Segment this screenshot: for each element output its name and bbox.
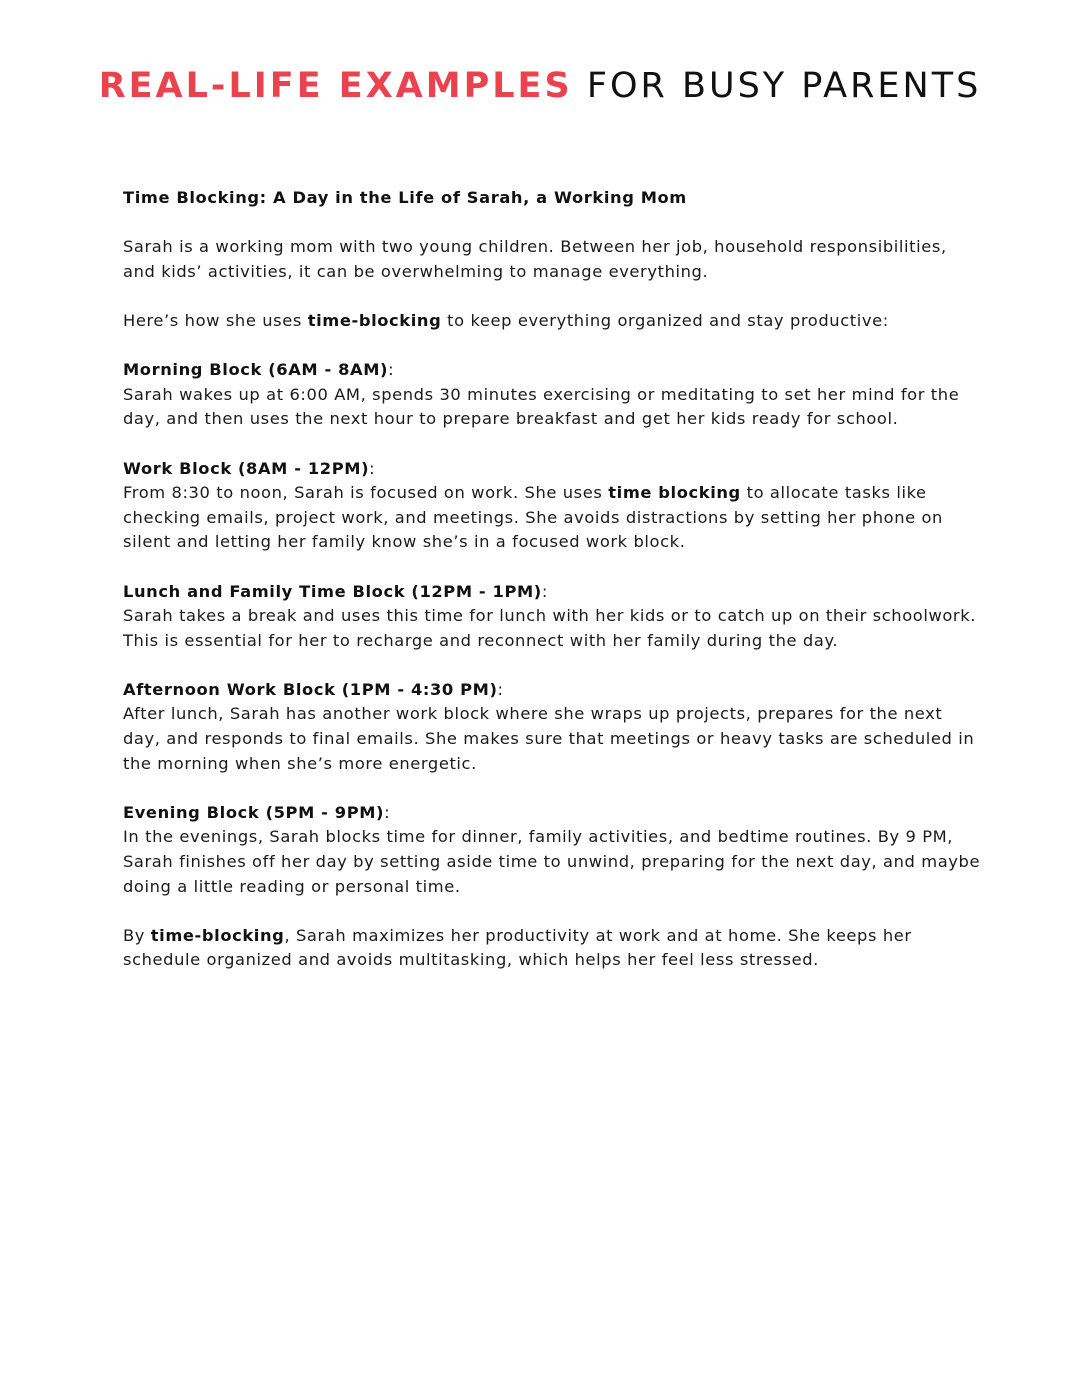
block-afternoon [123, 678, 983, 776]
block-body: Sarah wakes up at 6:00 AM, spends 30 minutes exercising or meditating to set her mind for the day, and then uses the next hour to prepare breakfast and get her kids ready for school. [123, 384, 960, 429]
howto-before: Here’s how she uses [123, 310, 308, 330]
conclusion-before: By [123, 925, 151, 945]
subtitle-text: Time Blocking: A Day in the Life of Sarah, a Working Mom [123, 188, 687, 207]
block-heading-text: Work Block (8AM - 12PM) [123, 458, 370, 478]
howto-paragraph [123, 309, 983, 334]
block-heading-text: Evening Block (5PM - 9PM) [123, 802, 385, 822]
block-heading: Afternoon Work Block (1PM - 4:30 PM): [123, 679, 504, 699]
conclusion-bold: time-blocking [150, 925, 285, 945]
block-work [123, 457, 983, 555]
conclusion-paragraph [123, 924, 983, 973]
block-lunch [123, 580, 983, 654]
block-evening [123, 801, 983, 899]
block-body-bold: time blocking [608, 483, 741, 503]
howto-bold: time-blocking [307, 310, 442, 330]
block-body-after: to allocate tasks like checking emails, project work, and meetings. She avoids distractions by setting her phone on silent and letting her family know she’s in a focused work block. [123, 483, 943, 552]
block-body-before: From 8:30 to noon, Sarah is focused on work. She uses [123, 483, 609, 503]
block-heading: Evening Block (5PM - 9PM): [123, 802, 391, 822]
block-body: Sarah takes a break and uses this time for lunch with her kids or to catch up on their schoolwork. This is essential for her to recharge and reconnect with her family during the day. [123, 606, 977, 650]
title-rest: FOR BUSY PARENTS [586, 66, 982, 106]
page-title [0, 68, 1080, 105]
block-heading-text: Afternoon Work Block (1PM - 4:30 PM) [123, 679, 498, 699]
intro-paragraph: Sarah is a working mom with two young children. Between her job, household responsibilities, and kids’ activities, it can be overwhelming to manage everything. [123, 237, 947, 281]
block-heading: Lunch and Family Time Block (12PM - 1PM): [123, 581, 548, 601]
block-heading-text: Lunch and Family Time Block (12PM - 1PM) [123, 581, 542, 601]
block-heading: Morning Block (6AM - 8AM): [123, 360, 395, 380]
block-body: In the evenings, Sarah blocks time for dinner, family activities, and bedtime routines. By 9 PM, Sarah finishes off her day by setting aside time to unwind, preparing for the next day, and maybe doing a little reading or personal time. [123, 827, 981, 896]
block-body: After lunch, Sarah has another work block where she wraps up projects, prepares for the next day, and responds to final emails. She makes sure that meetings or heavy tasks are scheduled in the morning when she’s more energetic. [123, 704, 975, 773]
title-accent: REAL-LIFE EXAMPLES [98, 66, 573, 106]
block-heading: Work Block (8AM - 12PM): [123, 458, 376, 478]
howto-after: to keep everything organized and stay productive: [441, 310, 889, 330]
section-subtitle [123, 186, 983, 211]
conclusion-after: , Sarah maximizes her productivity at work and at home. She keeps her schedule organized and avoids multitasking, which helps her feel less stressed. [123, 925, 912, 970]
document-body [123, 186, 983, 998]
block-morning [123, 358, 983, 432]
block-heading-text: Morning Block (6AM - 8AM) [123, 360, 389, 380]
